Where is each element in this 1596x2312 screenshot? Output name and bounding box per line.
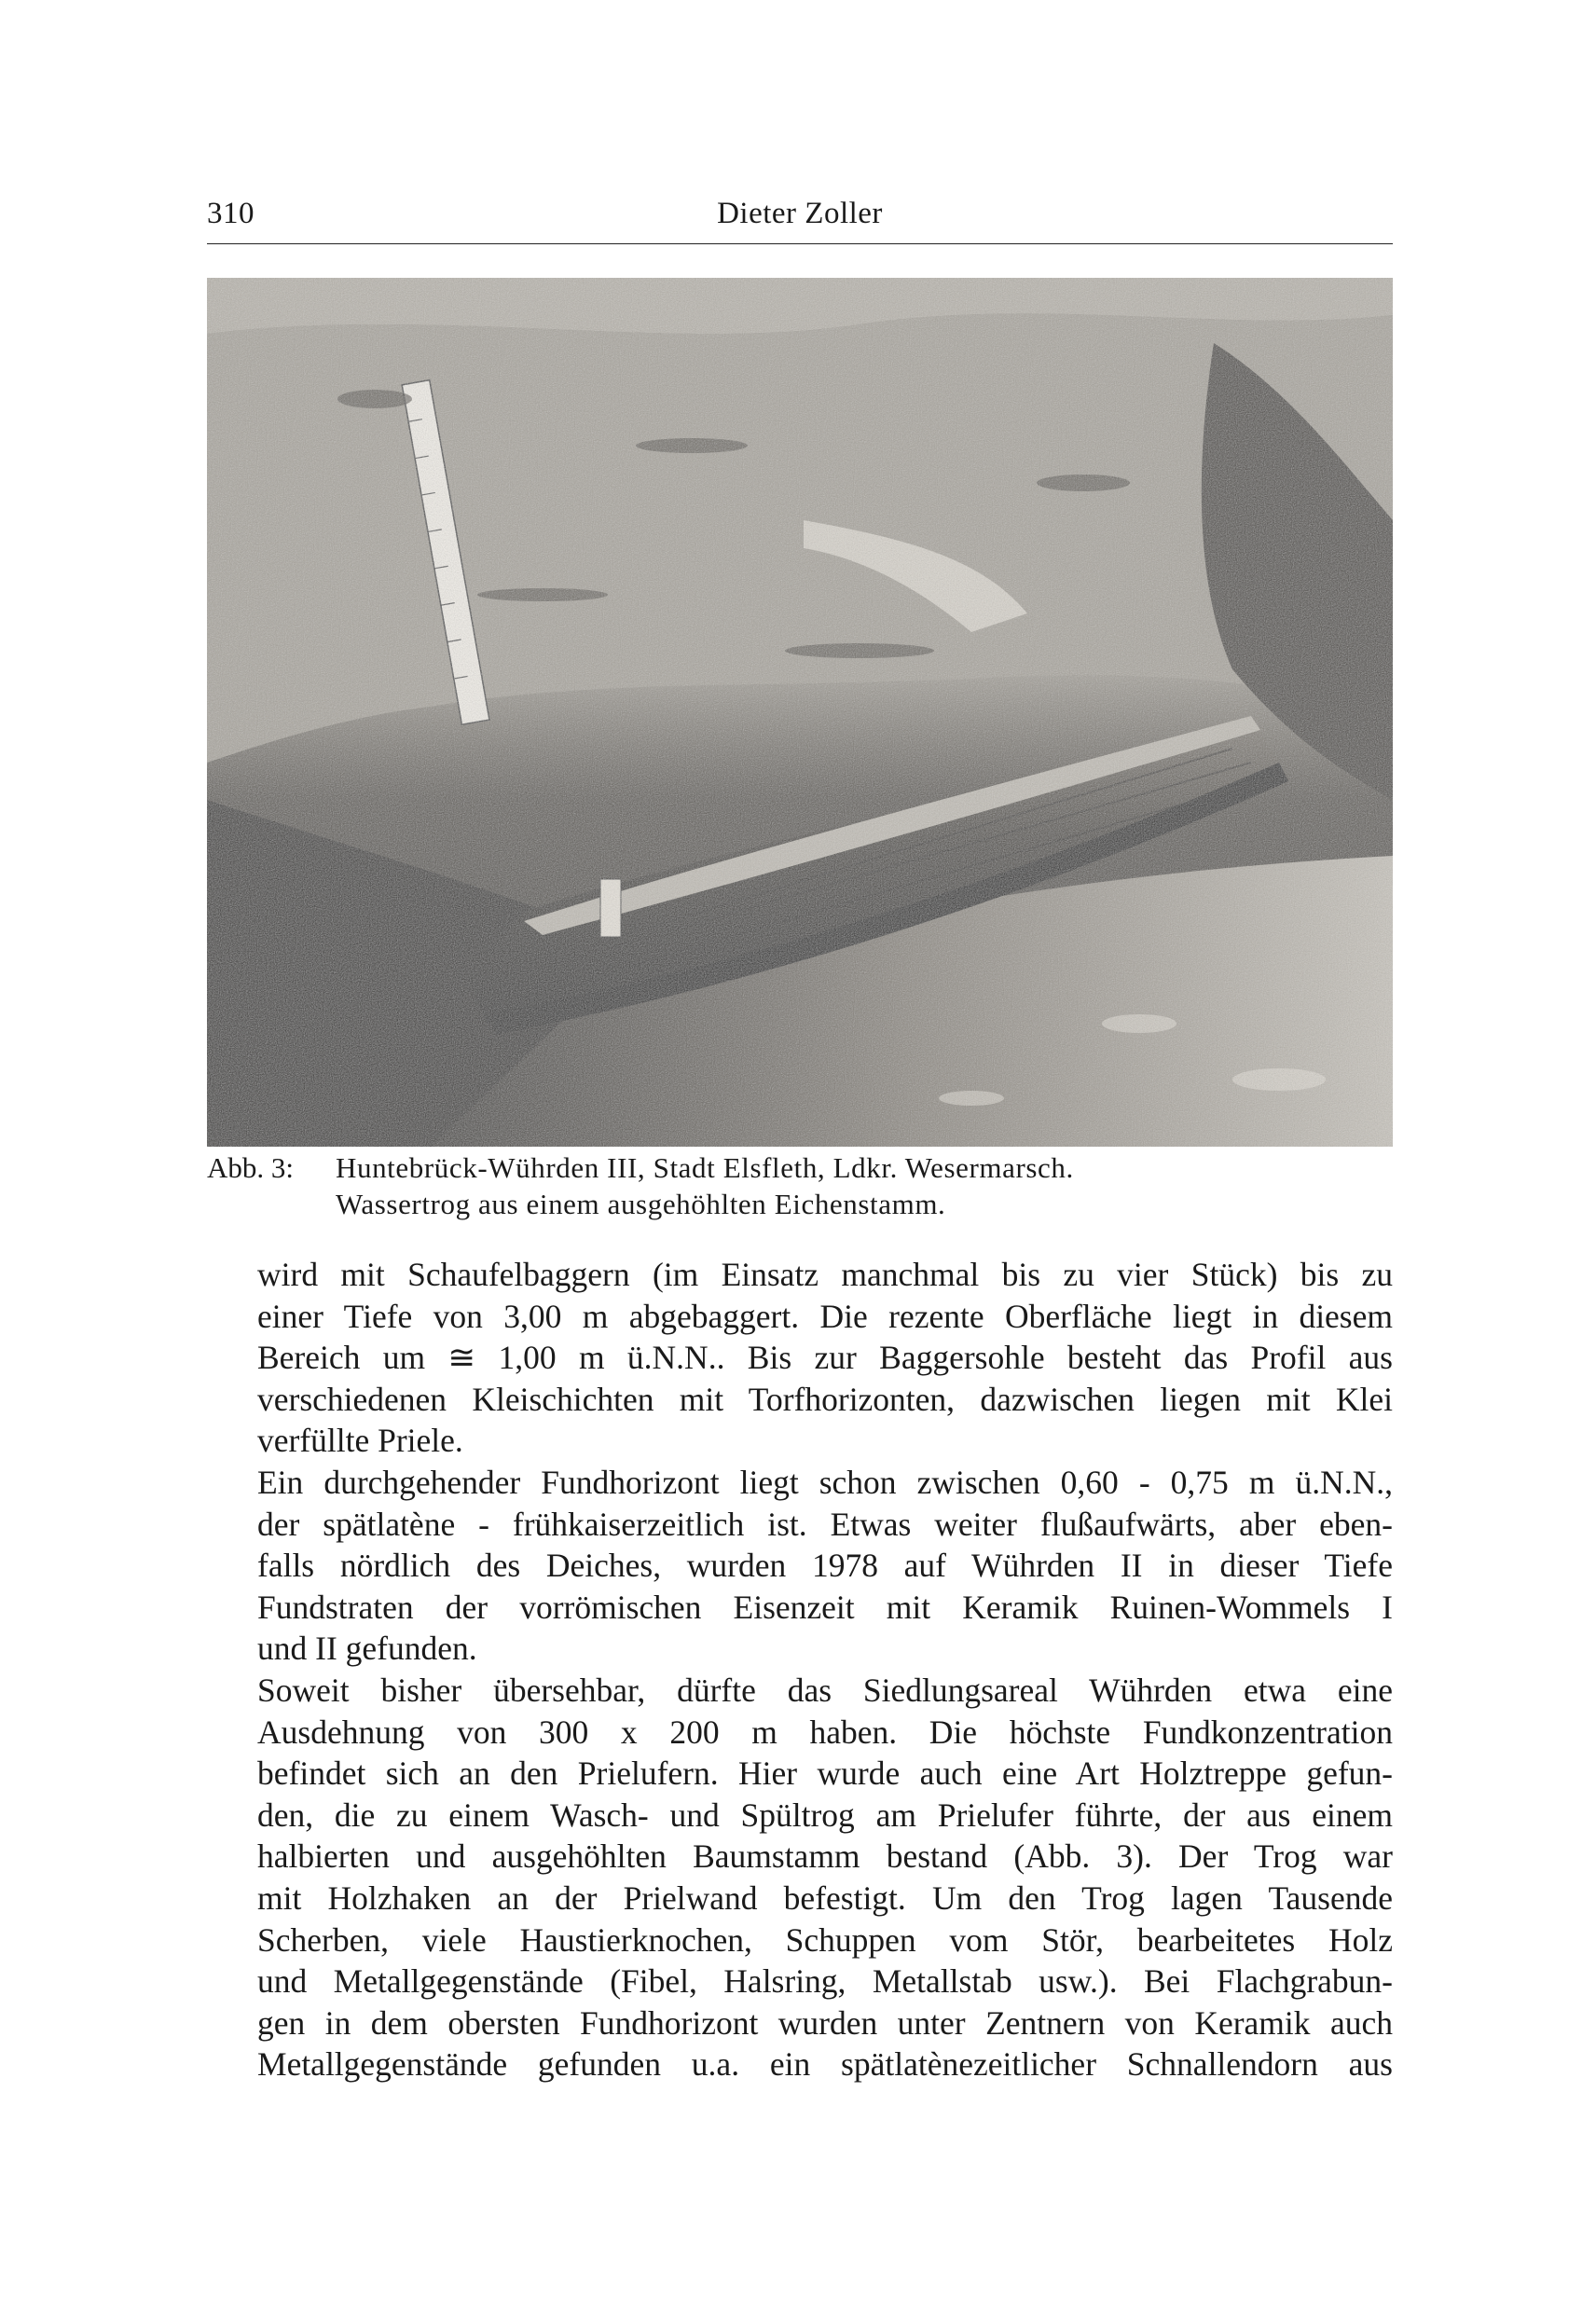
excavation-photo-icon bbox=[207, 278, 1393, 1147]
text-line: halbierten und ausgehöhlten Baumstamm bestand (Abb. 3). Der Trog war bbox=[257, 1837, 1393, 1876]
text-line: Scherben, viele Haustierknochen, Schuppen vom Stör, bearbeitetes Holz bbox=[257, 1920, 1393, 1959]
text-line: Ein durchgehender Fundhorizont liegt schon zwischen 0,60 - 0,75 m ü.N.N., bbox=[257, 1463, 1393, 1501]
text-line: und Metallgegenstände (Fibel, Halsring, Metallstab usw.). Bei Flachgrabun- bbox=[257, 1962, 1393, 2001]
text-line: und II gefunden. bbox=[257, 1630, 477, 1668]
text-line: wird mit Schaufelbaggern (im Einsatz manchmal bis zu vier Stück) bis zu bbox=[257, 1256, 1393, 1293]
text-line: mit Holzhaken an der Prielwand befestigt. Um den Trog lagen Tausende bbox=[257, 1878, 1393, 1917]
text-line: Bereich um ≅ 1,00 m ü.N.N.. Bis zur Baggersohle besteht das Profil aus bbox=[257, 1339, 1393, 1377]
body-text bbox=[257, 1254, 1393, 2085]
caption-line: Wassertrog aus einem ausgehöhlten Eichenstamm. bbox=[336, 1188, 946, 1220]
paragraph bbox=[257, 1254, 1393, 1462]
caption-text bbox=[336, 1149, 1393, 1222]
text-line: gen in dem obersten Fundhorizont wurden unter Zentnern von Keramik auch bbox=[257, 2003, 1393, 2042]
text-line: verschiedenen Kleischichten mit Torfhorizonten, dazwischen liegen mit Klei bbox=[257, 1380, 1393, 1418]
caption-label: Abb. 3: bbox=[207, 1151, 294, 1184]
text-line: einer Tiefe von 3,00 m abgebaggert. Die rezente Oberfläche liegt in diesem bbox=[257, 1297, 1393, 1335]
text-line: verfüllte Priele. bbox=[257, 1422, 463, 1460]
text-line: falls nördlich des Deiches, wurden 1978 auf Wührden II in dieser Tiefe bbox=[257, 1547, 1393, 1585]
figure-photo bbox=[207, 278, 1393, 1147]
text-line: Metallgegenstände gefunden u.a. ein spätlatènezeitlicher Schnallendorn aus bbox=[257, 2045, 1393, 2084]
text-line: den, die zu einem Wasch- und Spültrog am Prielufer führte, der aus einem bbox=[257, 1796, 1393, 1834]
text-line: Fundstraten der vorrömischen Eisenzeit mit Keramik Ruinen-Wommels I bbox=[257, 1588, 1393, 1626]
running-title: Dieter Zoller bbox=[717, 197, 883, 230]
text-line: befindet sich an den Prielufern. Hier wurde auch eine Art Holztreppe gefun- bbox=[257, 1755, 1393, 1793]
caption-line: Huntebrück-Wührden III, Stadt Elsfleth, Ldkr. Wesermarsch. bbox=[336, 1151, 1074, 1184]
running-header bbox=[207, 191, 1393, 244]
text-line: Ausdehnung von 300 x 200 m haben. Die höchste Fundkonzentration bbox=[257, 1713, 1393, 1751]
text-line: der spätlatène - frühkaiserzeitlich ist. Etwas weiter flußaufwärts, aber eben- bbox=[257, 1505, 1393, 1543]
page-number: 310 bbox=[207, 197, 255, 230]
paragraph bbox=[257, 1462, 1393, 1670]
paragraph bbox=[257, 1670, 1393, 2085]
text-line: Soweit bisher übersehbar, dürfte das Siedlungsareal Wührden etwa eine bbox=[257, 1671, 1393, 1709]
